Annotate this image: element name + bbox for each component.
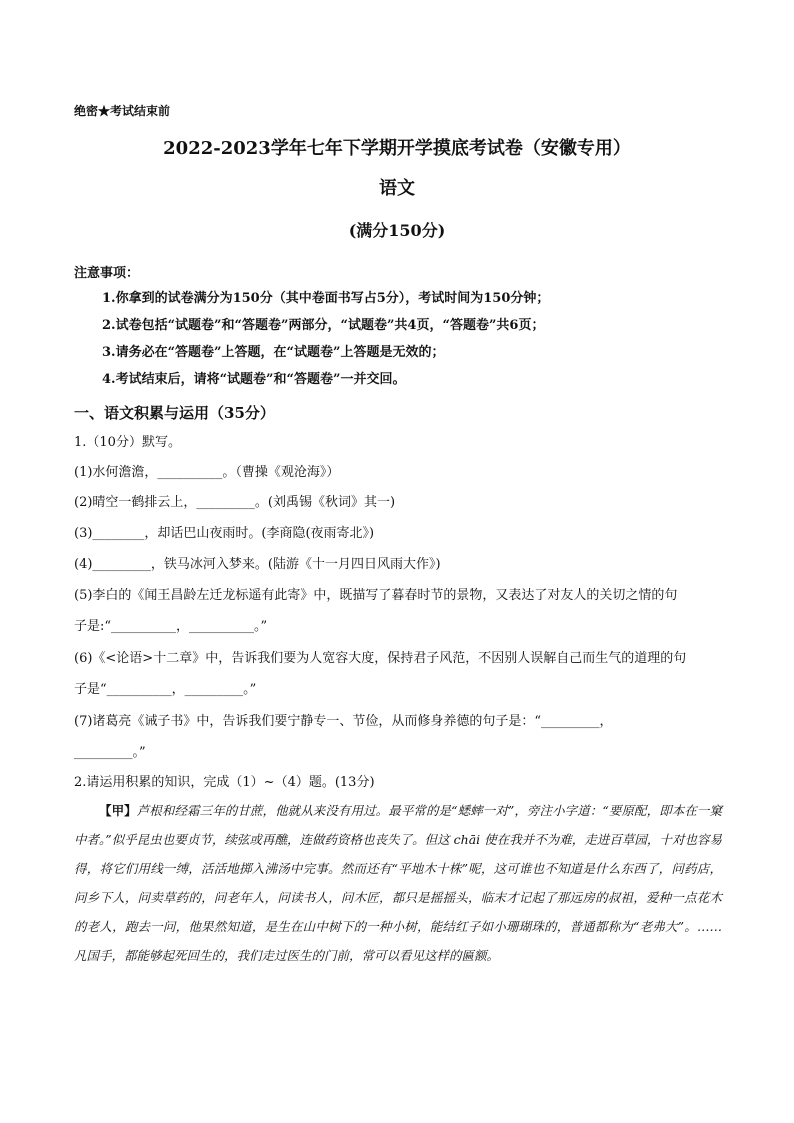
- dictation-line: (1)水何澹澹，__________。（曹操《观沧海》）: [74, 465, 340, 480]
- dictation-line: (2)晴空一鹤排云上，_________。(刘禹锡《秋词》其一): [74, 495, 396, 510]
- notice-item: 2.试卷包括“试题卷”和“答题卷”两部分，“试题卷”共4页，“答题卷”共6页；: [102, 318, 545, 333]
- passage-text: 芦根和经霜三年的甘蔗，他就从来没有用过。最平常的是“蟋蟀一对”，旁注小字道：“要原配，即本在一窠中者。”似乎昆虫也要贞节，续弦或再醮，连做药资格也丧失了。但这 chāi 使在我并不为难，走进百草园，十对也容易得，将它们用线一缚，活活地掷入沸汤中完事。然而还有“平地木十株”呢，这可谁也不知道是什么东西了，问药店，问乡下人，问卖草药的，问老年人，问读书人，问木匠，都只是摇摇头，临末才记起了那远房的叔祖，爱种一点花木的老人，跑去一问，他果然知道，是生在山中树下的一种小树，能结红子如小珊瑚珠的，普通都称为“老弗大”。……凡国手，都能够起死回生的，我们走过医生的门前，常可以看见这样的匾额。: [74, 803, 722, 963]
- dictation-line: (5)李白的《闻王昌龄左迁龙标遥有此寄》中，既描写了暮春时节的景物，又表达了对友人的关切之情的句: [74, 588, 678, 603]
- subject-title: 语文: [379, 178, 415, 199]
- notice-item: 4.考试结束后，请将“试题卷”和“答题卷”一并交回。: [102, 372, 406, 387]
- confidential-label: 绝密★考试结束前: [74, 104, 171, 118]
- notice-item: 3.请务必在“答题卷”上答题，在“试题卷”上答题是无效的；: [102, 345, 445, 360]
- passage-tag: 【甲】: [99, 803, 137, 818]
- question-1-stem: 1.（10分）默写。: [74, 435, 181, 450]
- reading-passage: [74, 796, 722, 970]
- dictation-line: (4)_________，铁马冰河入梦来。(陆游《十一月四日风雨大作》): [74, 557, 441, 572]
- dictation-line: (6)《<论语>十二章》中，告诉我们要为人宽容大度，保持君子风范，不因别人误解自己而生气的道理的句: [74, 651, 687, 666]
- full-score: (满分150分): [348, 221, 446, 240]
- exam-title: 2022-2023学年七年下学期开学摸底考试卷（安徽专用）: [163, 138, 631, 159]
- notice-heading: 注意事项：: [74, 266, 140, 281]
- notice-item: 1.你拿到的试卷满分为150分（其中卷面书写占5分），考试时间为150分钟；: [102, 291, 550, 306]
- dictation-line: 子是:“__________，__________。”: [74, 619, 268, 634]
- dictation-line: _________。”: [74, 745, 146, 760]
- dictation-line: (3)________，却话巴山夜雨时。(李商隐(夜雨寄北》): [74, 526, 375, 541]
- section-heading: 一、语文积累与运用（35分）: [74, 404, 275, 422]
- question-2-stem: 2.请运用积累的知识，完成（1）~（4）题。(13分): [74, 775, 375, 790]
- dictation-line: (7)诸葛亮《诫子书》中，告诉我们要宁静专一、节俭，从而修身养德的句子是：“_________，: [74, 714, 613, 729]
- dictation-line: 子是“__________，_________。”: [74, 682, 257, 697]
